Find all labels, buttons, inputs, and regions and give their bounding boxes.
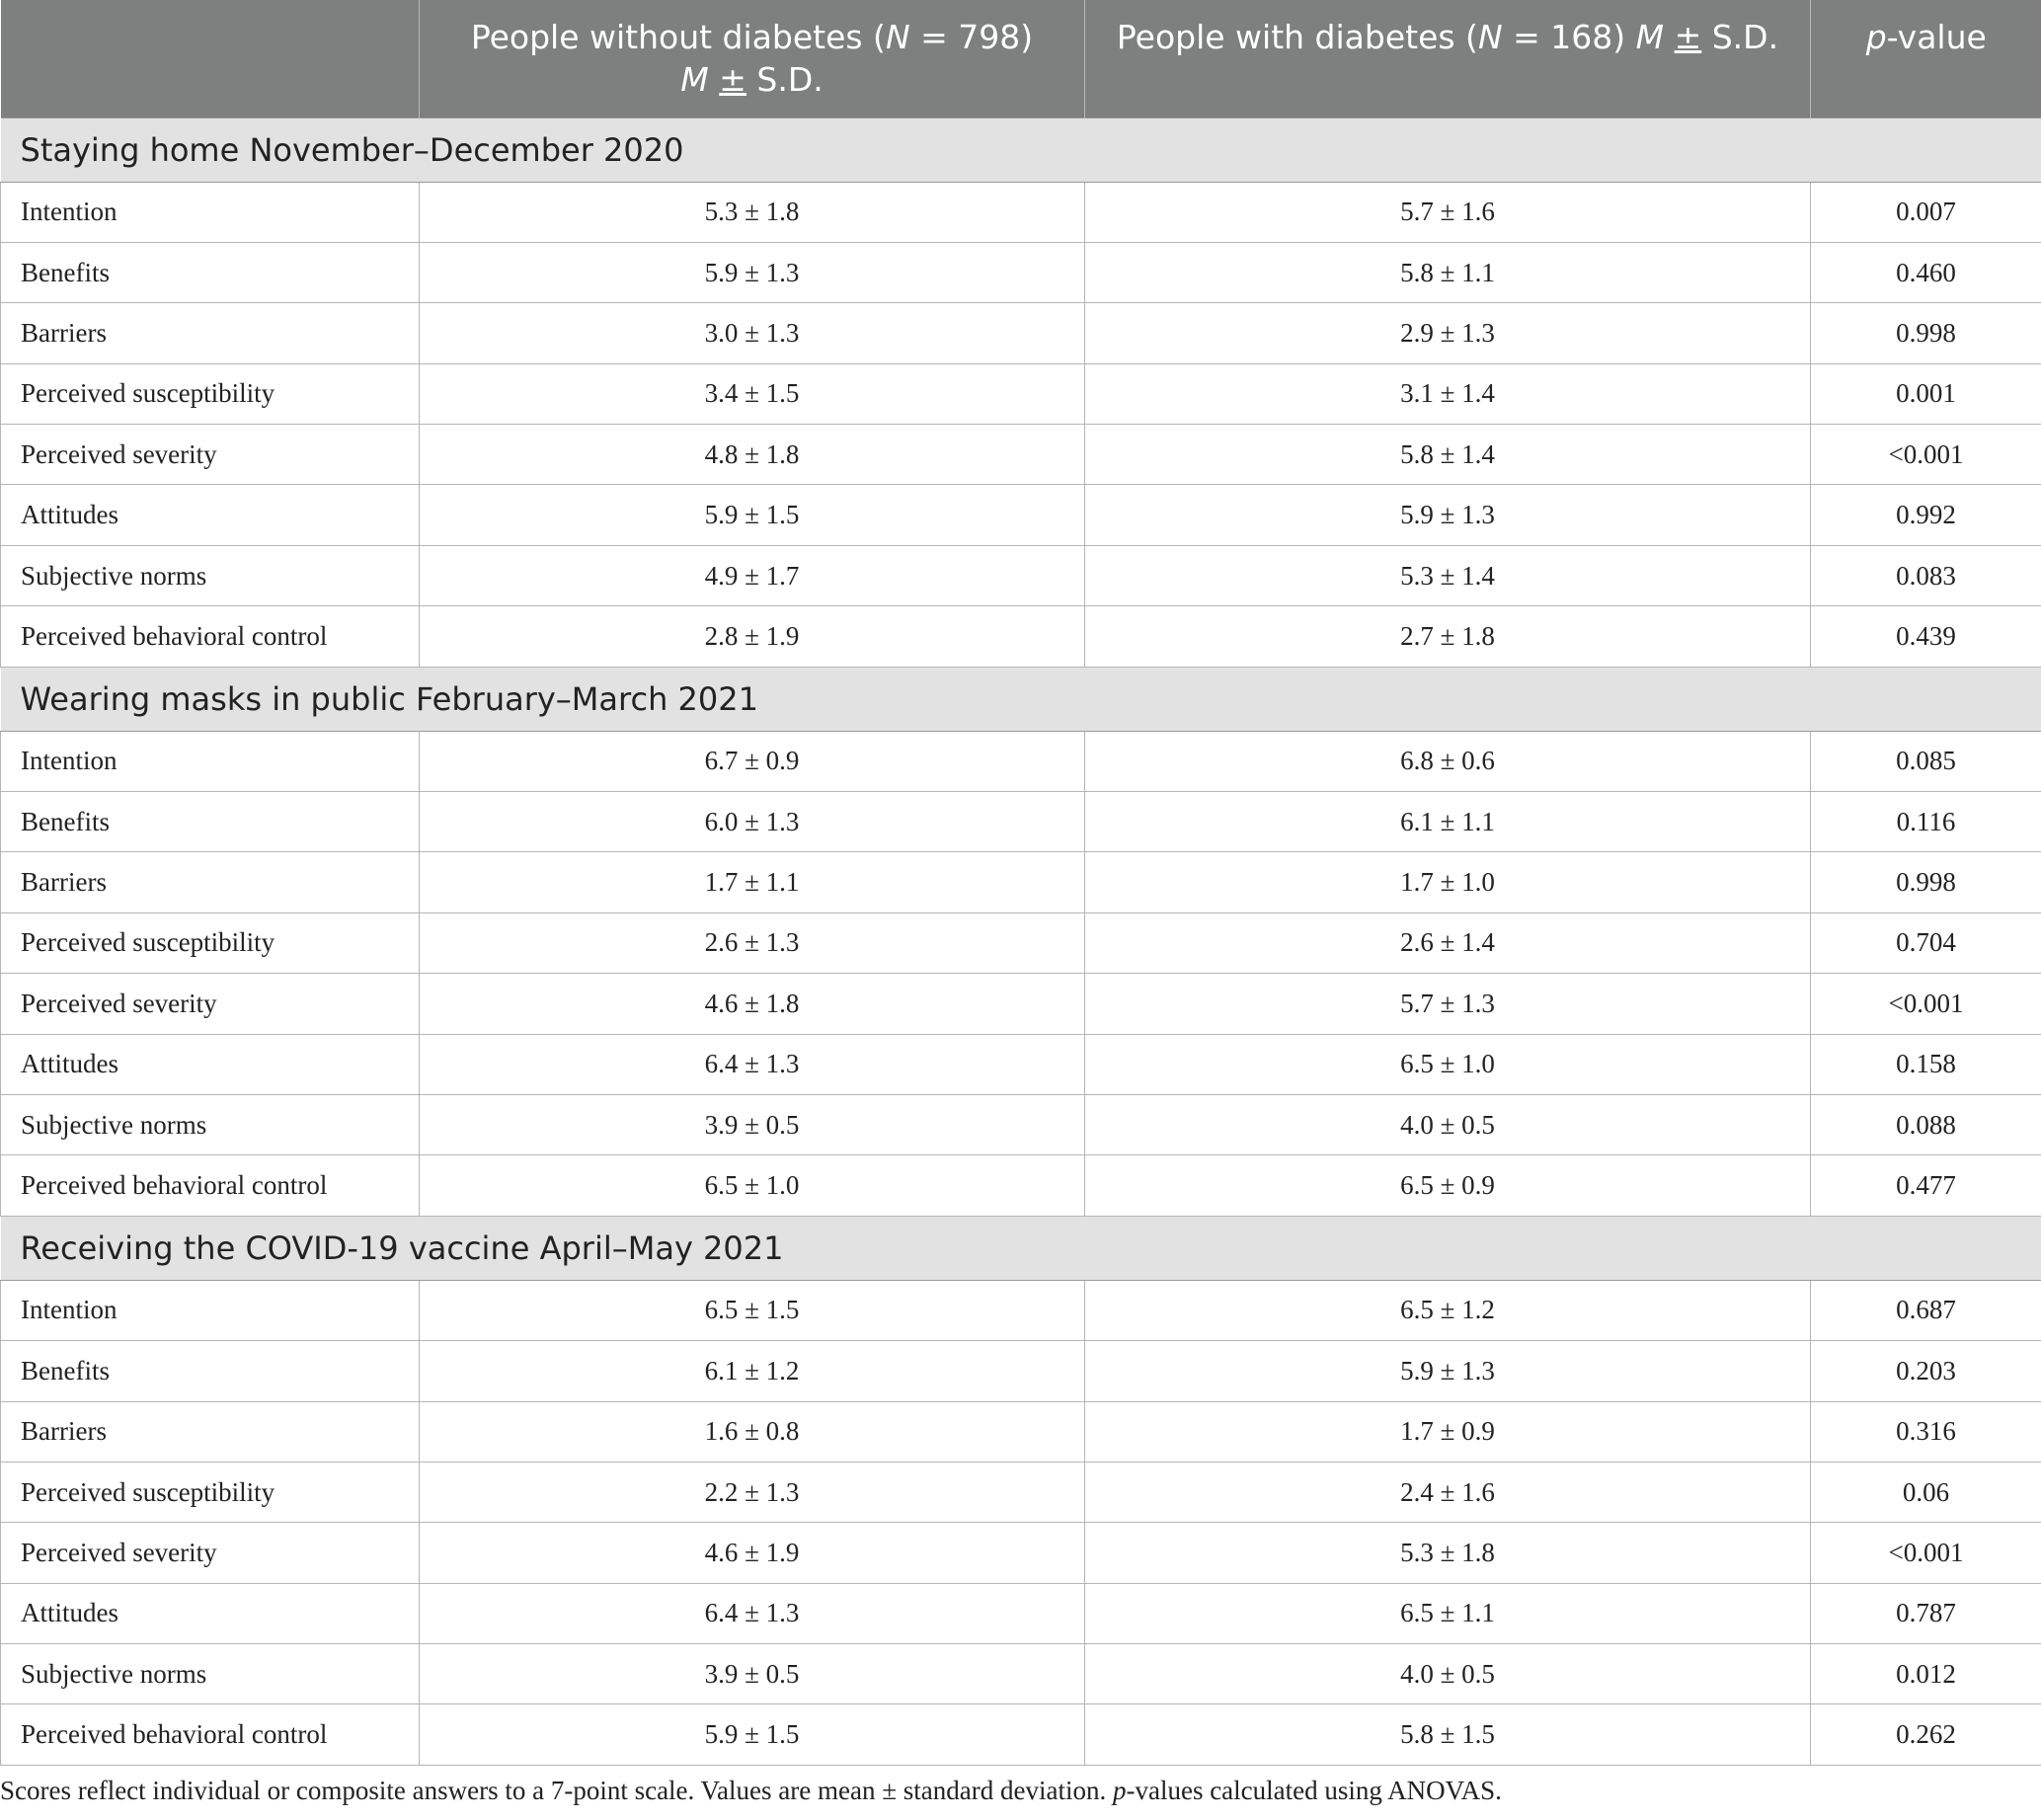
header-diabetes-pm: ± — [1674, 18, 1702, 57]
p-value-cell: 0.06 — [1811, 1462, 2041, 1522]
table-row — [1, 363, 2041, 424]
p-value-cell: 0.262 — [1811, 1704, 2041, 1765]
no-diabetes-cell: 6.5 ± 1.5 — [420, 1280, 1085, 1340]
diabetes-cell: 5.7 ± 1.3 — [1085, 974, 1811, 1034]
table-row — [1, 1462, 2041, 1522]
no-diabetes-cell: 3.4 ± 1.5 — [420, 363, 1085, 424]
p-value-cell: 0.085 — [1811, 731, 2041, 791]
p-value-cell: 0.088 — [1811, 1094, 2041, 1154]
table-row — [1, 792, 2041, 852]
no-diabetes-cell: 3.9 ± 0.5 — [420, 1644, 1085, 1704]
no-diabetes-cell: 6.4 ± 1.3 — [420, 1034, 1085, 1094]
row-label-cell: Perceived behavioral control — [1, 1155, 420, 1216]
no-diabetes-cell: 1.6 ± 0.8 — [420, 1401, 1085, 1462]
p-value-cell: 0.203 — [1811, 1341, 2041, 1401]
diabetes-cell: 6.5 ± 1.0 — [1085, 1034, 1811, 1094]
no-diabetes-cell: 5.9 ± 1.5 — [420, 1704, 1085, 1765]
header-row — [1, 0, 2041, 118]
row-label-cell: Intention — [1, 731, 420, 791]
section-header-row — [1, 667, 2041, 731]
table-row — [1, 303, 2041, 363]
no-diabetes-cell: 4.9 ± 1.7 — [420, 545, 1085, 605]
diabetes-cell: 2.7 ± 1.8 — [1085, 606, 1811, 667]
p-value-cell: 0.687 — [1811, 1280, 2041, 1340]
row-label-cell: Benefits — [1, 792, 420, 852]
p-value-cell: 0.477 — [1811, 1155, 2041, 1216]
header-no-diabetes-n: N — [885, 18, 910, 57]
table-row — [1, 182, 2041, 242]
diabetes-cell: 5.9 ± 1.3 — [1085, 1341, 1811, 1401]
p-value-cell: 0.704 — [1811, 912, 2041, 973]
diabetes-cell: 5.3 ± 1.8 — [1085, 1523, 1811, 1583]
footnote-p-italic: p — [1112, 1776, 1127, 1805]
no-diabetes-cell: 4.8 ± 1.8 — [420, 425, 1085, 485]
p-value-cell: 0.316 — [1811, 1401, 2041, 1462]
table-row — [1, 912, 2041, 973]
row-label-cell: Barriers — [1, 852, 420, 912]
diabetes-cell: 1.7 ± 1.0 — [1085, 852, 1811, 912]
diabetes-cell: 2.6 ± 1.4 — [1085, 912, 1811, 973]
row-label-cell: Barriers — [1, 303, 420, 363]
row-label-cell: Subjective norms — [1, 1644, 420, 1704]
header-p-suffix: -value — [1886, 18, 1987, 57]
table-footnote — [0, 1776, 2041, 1806]
table-header — [1, 0, 2041, 118]
row-label-cell: Benefits — [1, 1341, 420, 1401]
header-diabetes-n-value: = 168) — [1502, 18, 1636, 57]
row-label-cell: Perceived severity — [1, 974, 420, 1034]
diabetes-cell: 4.0 ± 0.5 — [1085, 1644, 1811, 1704]
footnote-tail: -values calculated using ANOVAS. — [1126, 1776, 1502, 1805]
no-diabetes-cell: 3.0 ± 1.3 — [420, 303, 1085, 363]
section-title: Wearing masks in public February–March 2021 — [1, 667, 2041, 731]
no-diabetes-cell: 3.9 ± 0.5 — [420, 1094, 1085, 1154]
no-diabetes-cell: 6.7 ± 0.9 — [420, 731, 1085, 791]
p-value-cell: 0.158 — [1811, 1034, 2041, 1094]
no-diabetes-cell: 6.5 ± 1.0 — [420, 1155, 1085, 1216]
table-row — [1, 1034, 2041, 1094]
p-value-cell: <0.001 — [1811, 974, 2041, 1034]
diabetes-cell: 6.8 ± 0.6 — [1085, 731, 1811, 791]
row-label-cell: Attitudes — [1, 1034, 420, 1094]
diabetes-cell: 6.5 ± 0.9 — [1085, 1155, 1811, 1216]
table-row — [1, 1094, 2041, 1154]
p-value-cell: 0.116 — [1811, 792, 2041, 852]
p-value-cell: <0.001 — [1811, 1523, 2041, 1583]
header-no-diabetes-sd: S.D. — [746, 60, 824, 100]
row-label-cell: Subjective norms — [1, 545, 420, 605]
section-header-row — [1, 1216, 2041, 1280]
table-row — [1, 545, 2041, 605]
p-value-cell: <0.001 — [1811, 425, 2041, 485]
header-p-italic: p — [1865, 18, 1887, 57]
table-row — [1, 731, 2041, 791]
table-row — [1, 606, 2041, 667]
header-diabetes-sd: S.D. — [1701, 18, 1779, 57]
p-value-cell: 0.007 — [1811, 182, 2041, 242]
header-diabetes-n: N — [1477, 18, 1503, 57]
p-value-cell: 0.439 — [1811, 606, 2041, 667]
header-no-diabetes-n-value: = 798) — [909, 18, 1034, 57]
table-row — [1, 852, 2041, 912]
diabetes-cell: 5.8 ± 1.5 — [1085, 1704, 1811, 1765]
header-diabetes — [1085, 0, 1811, 118]
table-row — [1, 1644, 2041, 1704]
diabetes-cell: 2.4 ± 1.6 — [1085, 1462, 1811, 1522]
row-label-cell: Subjective norms — [1, 1094, 420, 1154]
no-diabetes-cell: 6.1 ± 1.2 — [420, 1341, 1085, 1401]
diabetes-cell: 2.9 ± 1.3 — [1085, 303, 1811, 363]
row-label-cell: Intention — [1, 1280, 420, 1340]
diabetes-cell: 5.9 ± 1.3 — [1085, 485, 1811, 545]
section-title: Receiving the COVID-19 vaccine April–May 2021 — [1, 1216, 2041, 1280]
diabetes-cell: 5.8 ± 1.1 — [1085, 242, 1811, 302]
section-title: Staying home November–December 2020 — [1, 118, 2041, 182]
table-row — [1, 1523, 2041, 1583]
diabetes-cell: 3.1 ± 1.4 — [1085, 363, 1811, 424]
no-diabetes-cell: 5.3 ± 1.8 — [420, 182, 1085, 242]
table-row — [1, 1280, 2041, 1340]
row-label-cell: Benefits — [1, 242, 420, 302]
row-label-cell: Perceived susceptibility — [1, 363, 420, 424]
p-value-cell: 0.083 — [1811, 545, 2041, 605]
header-no-diabetes-pm: ± — [719, 60, 746, 100]
p-value-cell: 0.012 — [1811, 1644, 2041, 1704]
row-label-cell: Perceived behavioral control — [1, 1704, 420, 1765]
no-diabetes-cell: 2.2 ± 1.3 — [420, 1462, 1085, 1522]
table-row — [1, 425, 2041, 485]
diabetes-cell: 6.5 ± 1.2 — [1085, 1280, 1811, 1340]
no-diabetes-cell: 6.4 ± 1.3 — [420, 1583, 1085, 1643]
diabetes-cell: 6.1 ± 1.1 — [1085, 792, 1811, 852]
no-diabetes-cell: 5.9 ± 1.3 — [420, 242, 1085, 302]
header-p-value — [1811, 0, 2041, 118]
p-value-cell: 0.001 — [1811, 363, 2041, 424]
header-no-diabetes — [420, 0, 1085, 118]
header-diabetes-m: M — [1635, 18, 1665, 57]
section-header-row — [1, 118, 2041, 182]
no-diabetes-cell: 4.6 ± 1.8 — [420, 974, 1085, 1034]
header-no-diabetes-prefix: People without diabetes ( — [470, 18, 886, 57]
table-row — [1, 485, 2041, 545]
header-no-diabetes-m: M — [680, 60, 709, 100]
row-label-cell: Perceived severity — [1, 425, 420, 485]
table-row — [1, 974, 2041, 1034]
p-value-cell: 0.992 — [1811, 485, 2041, 545]
table-row — [1, 1341, 2041, 1401]
no-diabetes-cell: 4.6 ± 1.9 — [420, 1523, 1085, 1583]
p-value-cell: 0.787 — [1811, 1583, 2041, 1643]
header-label-cell — [1, 0, 420, 118]
no-diabetes-cell: 2.8 ± 1.9 — [420, 606, 1085, 667]
no-diabetes-cell: 2.6 ± 1.3 — [420, 912, 1085, 973]
row-label-cell: Perceived behavioral control — [1, 606, 420, 667]
no-diabetes-cell: 6.0 ± 1.3 — [420, 792, 1085, 852]
table-row — [1, 1583, 2041, 1643]
no-diabetes-cell: 1.7 ± 1.1 — [420, 852, 1085, 912]
diabetes-cell: 5.3 ± 1.4 — [1085, 545, 1811, 605]
table-row — [1, 1401, 2041, 1462]
row-label-cell: Perceived severity — [1, 1523, 420, 1583]
row-label-cell: Attitudes — [1, 485, 420, 545]
diabetes-cell: 5.8 ± 1.4 — [1085, 425, 1811, 485]
footnote-main: Scores reflect individual or composite answers to a 7-point scale. Values are mean ± standard deviation. — [0, 1776, 1113, 1805]
diabetes-cell: 6.5 ± 1.1 — [1085, 1583, 1811, 1643]
p-value-cell: 0.998 — [1811, 303, 2041, 363]
row-label-cell: Attitudes — [1, 1583, 420, 1643]
header-diabetes-prefix: People with diabetes ( — [1116, 18, 1478, 57]
table-body — [1, 118, 2041, 1765]
table-row — [1, 1155, 2041, 1216]
row-label-cell: Perceived susceptibility — [1, 1462, 420, 1522]
row-label-cell: Intention — [1, 182, 420, 242]
p-value-cell: 0.998 — [1811, 852, 2041, 912]
no-diabetes-cell: 5.9 ± 1.5 — [420, 485, 1085, 545]
diabetes-cell: 4.0 ± 0.5 — [1085, 1094, 1811, 1154]
table-row — [1, 242, 2041, 302]
diabetes-cell: 5.7 ± 1.6 — [1085, 182, 1811, 242]
row-label-cell: Perceived susceptibility — [1, 912, 420, 973]
diabetes-cell: 1.7 ± 0.9 — [1085, 1401, 1811, 1462]
p-value-cell: 0.460 — [1811, 242, 2041, 302]
table-row — [1, 1704, 2041, 1765]
row-label-cell: Barriers — [1, 1401, 420, 1462]
